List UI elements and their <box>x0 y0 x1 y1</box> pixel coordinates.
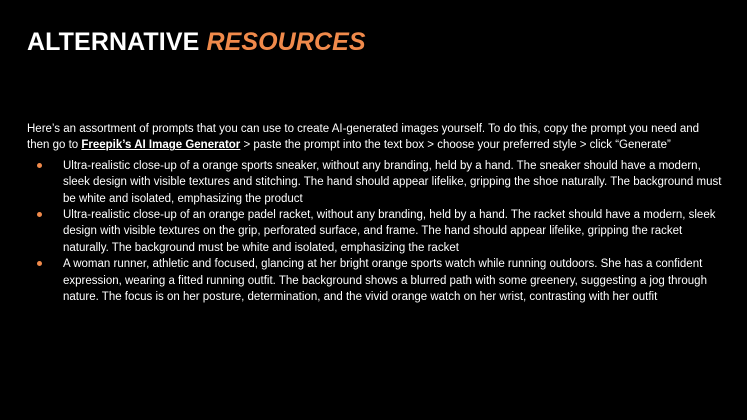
title-accent: RESOURCES <box>206 28 366 56</box>
prompt-text: Ultra-realistic close-up of a orange sports sneaker, without any branding, held by a hand. The sneaker should have a modern, sleek design with visible textures and stitching. The hand should appear lifelike, gripping the shoe naturally. The background must be white and isolated, emphasizing the product <box>63 159 722 205</box>
list-item <box>27 158 722 207</box>
list-item <box>27 256 722 305</box>
intro-paragraph <box>27 121 722 154</box>
bullet-dot-icon <box>37 212 42 217</box>
prompt-list <box>27 158 722 306</box>
prompt-text: Ultra-realistic close-up of an orange padel racket, without any branding, held by a hand. The racket should have a modern, sleek design with visible textures on the grip, perforated surface, and frame. The hand should appear lifelike, gripping the racket naturally. The background must be white and isolated, emphasizing the racket <box>63 209 716 254</box>
content <box>27 121 722 305</box>
page-title <box>27 27 366 57</box>
list-item <box>27 207 722 256</box>
title-main: ALTERNATIVE <box>27 28 207 56</box>
intro-text-before: Here’s an assortment of prompts that you can use to create AI-generated images yourself. To do this, copy the prompt you need and then go to <box>27 123 700 152</box>
bullet-dot-icon <box>37 163 42 168</box>
bullet-dot-icon <box>37 261 42 266</box>
ai-image-generator-link[interactable]: Freepik’s AI Image Generator <box>81 139 241 152</box>
intro-text-after: > paste the prompt into the text box > choose your preferred style > click “Generate” <box>240 139 671 152</box>
prompt-text: A woman runner, athletic and focused, glancing at her bright orange sports watch while running outdoors. She has a confident expression, wearing a fitted running outfit. The background shows a blurred path with some greenery, suggesting a jog through nature. The focus is on her posture, determination, and the vivid orange watch on her wrist, contrasting with her outfit <box>63 258 707 304</box>
